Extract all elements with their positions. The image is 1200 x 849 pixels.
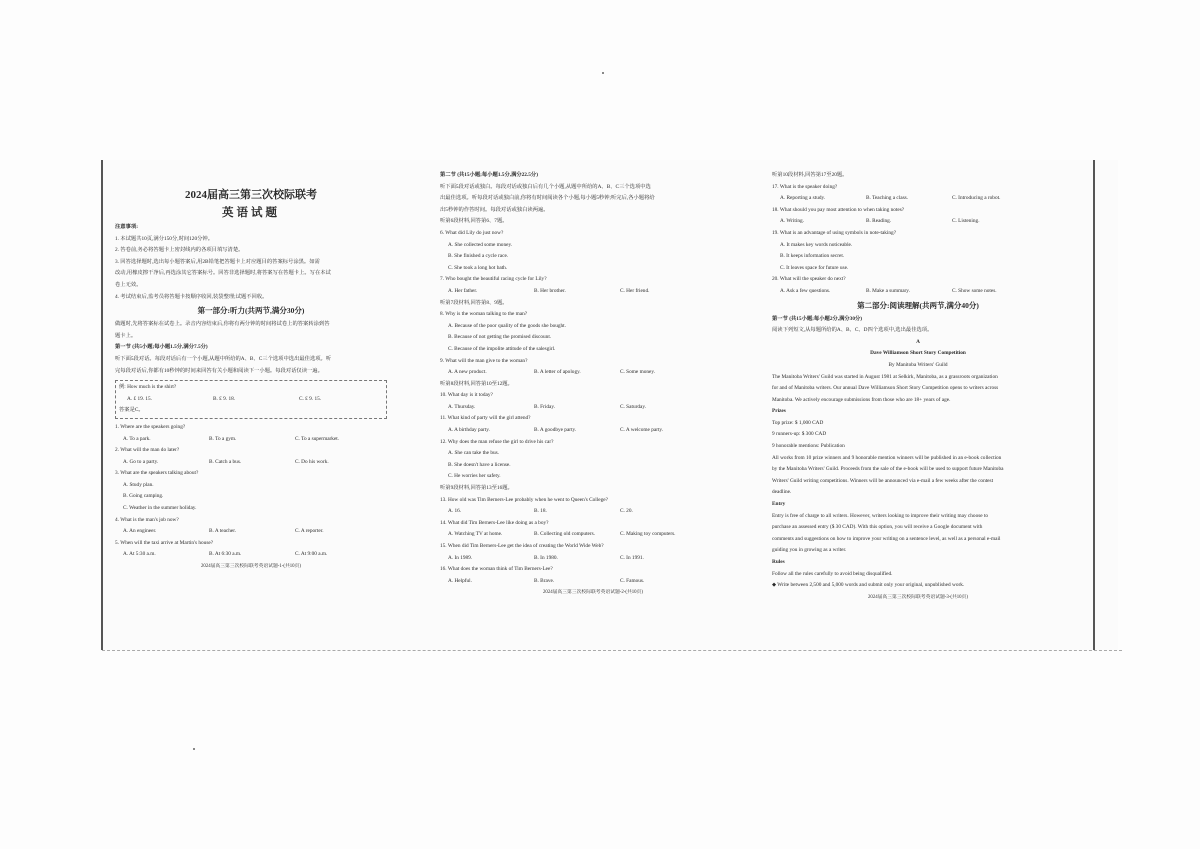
passage-line: by the Manitoba Writers' Guild. Proceeds from the sale of the e-book will be used to support future Manitoba [772, 466, 1004, 473]
question-item [440, 518, 746, 541]
answer-option: B. 18. [534, 508, 547, 515]
answer-option: B. Because of not getting the promised discount. [448, 334, 552, 341]
material-heading: 听第9段材料,回答第13至16题。 [440, 485, 513, 492]
scan-speck [602, 72, 604, 74]
answer-option: C. Her friend. [620, 287, 650, 294]
page-footer: 2024届高三第三次校际联考英语试题-1-(共10页) [201, 564, 301, 570]
answer-option: B. She doesn't have a license. [448, 461, 511, 468]
question-item [115, 515, 387, 538]
prize-item: Top prize: $ 1,000 CAD [772, 419, 824, 426]
rule-item: ◆ Write between 2,500 and 5,000 words and submit only your original, unpublished work. [772, 582, 965, 589]
answer-option: B. Brave. [534, 577, 555, 584]
option-row [115, 434, 387, 446]
answer-option: B. Going camping. [123, 493, 164, 500]
answer-option: C. Do his work. [295, 458, 329, 465]
page-footer: 2024届高三第三次校际联考英语试题-2-(共10页) [543, 590, 643, 596]
question-text: 10. What day is it today? [440, 392, 493, 399]
part1-title: 第一部分:听力(共两节,满分30分) [197, 306, 305, 316]
question-text: 9. What will the man give to the woman? [440, 357, 528, 364]
question-text: 4. What is the man's job now? [115, 516, 179, 523]
rules-heading: Rules [772, 559, 785, 565]
question-text: 18. What should you pay most attention to when taking notes? [772, 206, 905, 213]
example-option-c: C. £ 9. 15. [299, 395, 322, 402]
answer-option: B. A teacher. [209, 528, 237, 535]
question-text: 2. What will the man do later? [115, 447, 180, 454]
example-options [119, 394, 383, 406]
answer-option: A. Go to a party. [123, 458, 159, 465]
intro-line: 做题时,先将答案标在试卷上。录音内容结束后,你将有两分钟的时间将试卷上的答案转涂到答 [115, 321, 330, 328]
example-question: 例: How much is the shirt? [119, 384, 177, 391]
notice-line: 1. 本试题共10页,满分150分,时间120分钟。 [115, 235, 213, 242]
passage-line: Writers' Guild writing competitions. Winners will be announced via e-mail a few weeks after the contest [772, 477, 994, 484]
answer-option: C. Weather in the summer holiday. [123, 505, 197, 512]
page-1-column [115, 168, 387, 573]
answer-option: B. Her brother. [534, 287, 566, 294]
part2-title: 第二部分:阅读理解(共两节,满分40分) [857, 300, 979, 310]
answer-option: C. It leaves space for future use. [780, 264, 849, 271]
passage-line: The Manitoba Writers' Guild was started in August 1981 at Selkirk, Manitoba, as a grassroots organization [772, 373, 998, 380]
question-item [440, 390, 746, 413]
part1-intro [115, 319, 387, 342]
material-heading: 听第7段材料,回答第8、9题。 [440, 299, 508, 306]
answer-option: A. At 5:30 a.m. [123, 551, 156, 558]
answer-option: C. Because of the impolite attitude of the salesgirl. [448, 345, 556, 352]
answer-option: A. Because of the poor quality of the goods she bought. [448, 322, 566, 329]
entry-paragraph [772, 511, 1064, 557]
notice-line: 改动,用橡皮擦干净后,再选涂其它答案标号。回答非选择题时,将答案写在答题卡上。写在本试 [115, 270, 331, 277]
answer-option: B. Catch a bus. [209, 458, 242, 465]
answer-option: B. A letter of apology. [534, 369, 581, 376]
answer-option: A. She can take the bus. [448, 450, 500, 457]
answer-option: A. Her father. [448, 287, 478, 294]
question-text: 20. What will the speaker do next? [772, 276, 846, 283]
answer-option: C. Making toy computers. [620, 531, 676, 538]
answer-option: C. 20. [620, 508, 633, 515]
question-text: 14. What did Tim Berners-Lee like doing as a boy? [440, 519, 549, 526]
subject-title: 英语试题 [222, 207, 280, 219]
passage-line: comments and suggestions on how to improve your writing on a sentence level, as well as a personal e-mail [772, 535, 1001, 542]
question-text: 7. Who bought the beautiful racing cycle for Lily? [440, 276, 547, 283]
answer-option: A. Reporting a study. [780, 195, 826, 202]
answer-option: B. Make a summary. [866, 287, 910, 294]
answer-option: A. 16. [448, 508, 462, 515]
notice-line: 2. 答卷前,务必将答题卡上密封线内的各项目填写清楚。 [115, 247, 244, 254]
section1-intro [115, 354, 387, 377]
answer-option: B. A goodbye party. [534, 427, 577, 434]
answer-option: B. She finished a cycle race. [448, 253, 509, 260]
question-text: 16. What does the woman think of Tim Berners-Lee? [440, 566, 553, 573]
question-item [772, 274, 1064, 297]
answer-option: C. A welcome party. [620, 427, 664, 434]
question-item [115, 422, 387, 445]
section1-title: 第一节 (共5小题;每小题1.5分,满分7.5分) [115, 344, 208, 351]
answer-option: A. It makes key words noticeable. [780, 241, 853, 248]
answer-option: C. Introducing a robot. [952, 195, 1001, 202]
question-text: 11. What kind of party will the girl attend? [440, 415, 531, 422]
question-item [772, 228, 1064, 274]
question-text: 15. When did Tim Berners-Lee get the idea of creating the World Wide Web? [440, 543, 604, 549]
answer-option: B. In 1980. [534, 554, 558, 561]
option-row [440, 576, 746, 588]
question-item [440, 413, 746, 436]
passage-line: Manitoba. We actively encourage submissions from those who are 18+ years of age. [772, 396, 951, 403]
material-heading: 听第10段材料,回答第17至20题。 [772, 172, 848, 178]
option-row [115, 526, 387, 538]
answer-option: B. Reading. [866, 218, 892, 225]
answer-option: A. She collected some money. [448, 241, 513, 248]
question-text: 12. Why does the man refuse the girl to drive his car? [440, 438, 554, 445]
question-text: 8. Why is the woman talking to the man? [440, 311, 528, 318]
answer-option: C. A reporter. [295, 528, 324, 535]
question-item [440, 564, 746, 587]
example-option-b: B. £ 9. 18. [213, 395, 236, 402]
option-row [772, 193, 1064, 205]
answer-option: C. Some money. [620, 369, 655, 376]
reading-section1-intro: 阅读下列短文,从每题所给的A、B、C、D四个选项中,选出最佳选项。 [772, 327, 933, 334]
answer-option: B. Teaching a class. [866, 195, 909, 202]
option-row [440, 402, 746, 414]
answer-option: A. In 1989. [448, 554, 473, 561]
answer-option: B. To a gym. [209, 435, 237, 442]
notice-line: 卷上无效。 [115, 281, 142, 288]
scan-speck [193, 748, 195, 750]
scan-left-edge [101, 160, 103, 650]
intro-line: 听下面5段对话。每段对话后有一个小题,从题中所给的A、B、C三个选项中选出最佳选项。听 [115, 355, 332, 362]
question-list [115, 422, 387, 561]
passage-line: for and of Manitoba writers. Our annual Dave Williamson Short Story Competition opens to writers across [772, 385, 999, 392]
page-footer: 2024届高三第三次校际联考英语试题-3-(共10页) [868, 594, 968, 600]
question-item [440, 541, 746, 564]
answer-option: A. To a park. [123, 435, 151, 442]
prize-item: 9 honorable mentions: Publication [772, 443, 845, 450]
answer-option: B. Collecting old computers. [534, 531, 596, 538]
exam-title: 2024届高三第三次校际联考 [185, 189, 317, 201]
question-text: 1. Where are the speakers going? [115, 423, 186, 430]
notice-list [115, 234, 387, 304]
reading-section1-title: 第一节 (共15小题;每小题2分,满分30分) [772, 315, 863, 322]
option-row [115, 457, 387, 469]
question-text: 5. When will the taxi arrive at Martin's house? [115, 539, 214, 546]
question-text: 17. What is the speaker doing? [772, 183, 838, 190]
entry-heading: Entry [772, 501, 786, 508]
passage-line: deadline. [772, 489, 792, 496]
option-row [772, 216, 1064, 228]
answer-option: C. In 1991. [620, 554, 644, 561]
option-row [115, 549, 387, 561]
question-item [440, 309, 746, 355]
answer-option: C. Saturday. [620, 403, 646, 410]
question-list [440, 216, 746, 587]
page-3-column [772, 170, 1064, 603]
answer-option: B. Friday. [534, 403, 555, 410]
question-text: 19. What is an advantage of using symbols in note-taking? [772, 229, 897, 236]
notice-line: 3. 回答选择题时,选出每小题答案后,用2B铅笔把答题卡上对应题目的答案标号涂黑。如需 [115, 258, 320, 265]
prizes-list [772, 418, 1064, 453]
prizes-paragraph [772, 453, 1064, 499]
answer-option: C. Famous. [620, 577, 645, 584]
question-item [440, 495, 746, 518]
section2-intro [440, 182, 746, 217]
passage-line: guiding you in growing as a writer. [772, 547, 847, 554]
question-item [440, 274, 746, 297]
prizes-heading: Prizes [772, 408, 786, 415]
answer-option: B. At 6:30 a.m. [209, 551, 242, 558]
option-row [440, 286, 746, 298]
notice-heading: 注意事项: [115, 224, 138, 230]
passage-title: Dave Williamson Short Story Competition [870, 350, 966, 357]
question-text: 6. What did Lily do just now? [440, 229, 504, 236]
scan-right-edge [1093, 160, 1095, 650]
passage-byline: By Manitoba Writers' Guild [888, 361, 948, 368]
answer-option: C. To a supermarket. [295, 435, 340, 442]
answer-option: C. She took a long hot bath. [448, 264, 508, 271]
page-2-column [440, 170, 746, 599]
answer-option: A. A new product. [448, 369, 487, 376]
question-item [115, 538, 387, 561]
question-text: 3. What are the speakers talking about? [115, 470, 199, 477]
option-row [440, 553, 746, 565]
scan-bottom-edge [102, 650, 1122, 652]
section2-title: 第二节 (共15小题;每小题1.5分,满分22.5分) [440, 172, 538, 178]
rules-list [772, 580, 1064, 592]
answer-option: A. Writing. [780, 218, 804, 225]
prize-item: 9 runners-up: $ 300 CAD [772, 431, 827, 438]
passage-line: All works from 10 prize winners and 9 honorable mention winners will be published in an e-book collection [772, 454, 1002, 461]
question-item [440, 356, 746, 379]
option-row [440, 425, 746, 437]
question-item [440, 228, 746, 274]
answer-option: A. Helpful. [448, 577, 472, 584]
intro-line: 题卡上。 [115, 332, 137, 339]
option-row [440, 367, 746, 379]
answer-option: C. Show some notes. [952, 287, 997, 294]
intro-line: 完每段对话后,你都有10秒钟的时间来回答有关小题和阅读下一小题。每段对话仅读一遍。 [115, 367, 323, 374]
material-heading: 听第8段材料,回答第10至12题。 [440, 380, 513, 387]
passage-line: Entry is free of charge to all writers. However, writers looking to improve their writing may choose to [772, 512, 989, 519]
answer-option: A. Thursday. [448, 403, 476, 410]
passage-intro [772, 372, 1064, 407]
intro-line: 听下面5段对话或独白。每段对话或独白后有几个小题,从题中所给的A、B、C三个选项中选 [440, 183, 651, 190]
option-row [440, 529, 746, 541]
example-answer: 答案是C。 [119, 407, 144, 414]
option-row [440, 506, 746, 518]
question-item [440, 437, 746, 483]
answer-option: C. He worries her safety. [448, 473, 501, 480]
answer-option: A. Watching TV at home. [448, 531, 503, 538]
answer-option: C. Listening. [952, 218, 980, 225]
intro-line: 出5秒钟的作答时间。每段对话或独白读两遍。 [440, 206, 549, 213]
question-item [115, 468, 387, 514]
answer-option: B. It keeps information secret. [780, 253, 845, 260]
example-option-a: A. £ 19. 15. [127, 395, 153, 402]
question-item [772, 182, 1064, 205]
intro-line: 出最佳选项。听每段对话或独白前,你将有时间阅读各个小题,每小题5秒钟;听完后,各小题将给 [440, 195, 655, 202]
example-box [115, 380, 387, 419]
question-text: 13. How old was Tim Berners-Lee probably when he went to Queen's College? [440, 496, 608, 503]
passage-line: purchase an assessed entry ($ 30 CAD). With this option, you will receive a Google document with [772, 524, 983, 531]
question-item [772, 205, 1064, 228]
passage-letter: A [916, 338, 920, 345]
answer-option: A. An engineer. [123, 528, 157, 535]
answer-option: A. Study plan. [123, 481, 154, 488]
answer-option: A. A birthday party. [448, 427, 490, 434]
answer-option: A. Ask a few questions. [780, 287, 831, 294]
material-heading: 听第6段材料,回答第6、7题。 [440, 218, 508, 225]
question-item [115, 445, 387, 468]
rules-intro: Follow all the rules carefully to avoid being disqualified. [772, 570, 893, 577]
option-row [772, 286, 1064, 298]
question-list [772, 170, 1064, 298]
notice-line: 4. 考试结束后,监考员将答题卡按顺序收回,装袋整理;试题不回收。 [115, 293, 268, 300]
answer-option: C. At 9:00 a.m. [295, 551, 328, 558]
